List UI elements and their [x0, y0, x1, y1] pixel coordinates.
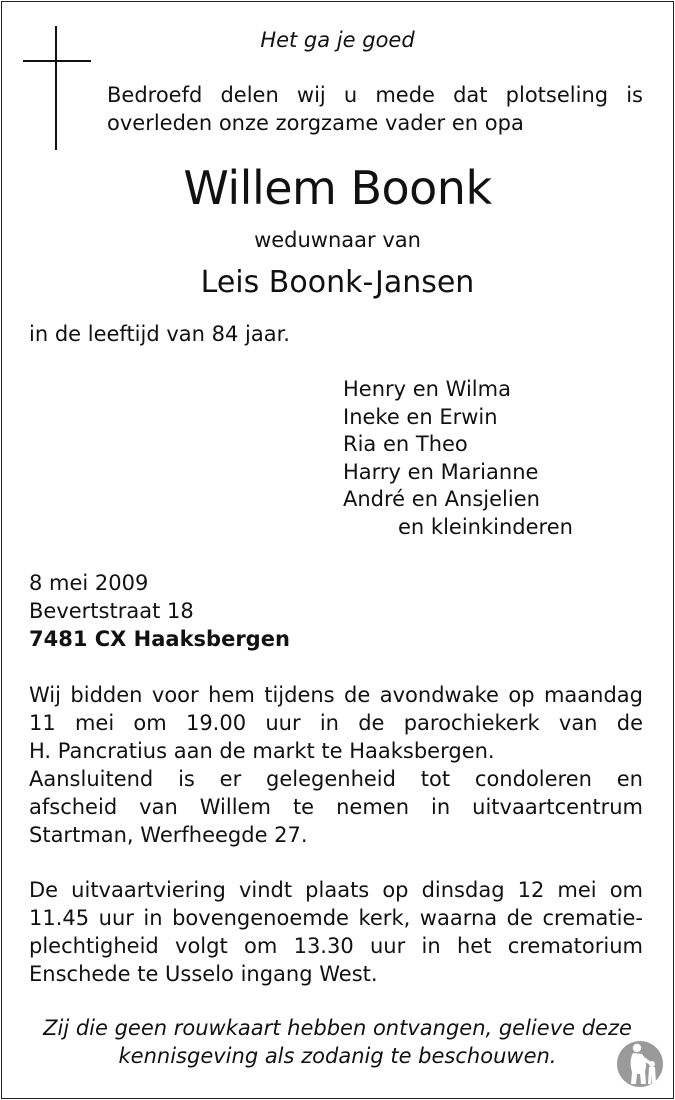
date: 8 mei 2009: [29, 571, 149, 595]
intro-line: overleden onze zorgzame vader en opa: [107, 111, 524, 135]
closing-line: kennisgeving als zodanig te beschouwen.: [118, 1044, 557, 1068]
widower-of-label: weduwnaar van: [254, 228, 421, 252]
paragraph-line: afscheid van Willem te nemen in uitvaartcentrum: [29, 795, 643, 819]
family-member: Harry en Marianne: [343, 459, 539, 484]
memorial-figure-logo-icon: [616, 1038, 664, 1090]
vigil-paragraph: [29, 681, 643, 849]
grandchildren: en kleinkinderen: [398, 514, 573, 539]
memorial-figure-logo-icon-svg: [616, 1038, 664, 1090]
family-member: Ineke en Erwin: [343, 404, 498, 429]
paragraph-line: 11 mei om 19.00 uur in de parochiekerk van de: [29, 711, 643, 735]
paragraph-line: Aansluitend is er gelegenheid tot condoleren en: [29, 767, 643, 791]
paragraph-line: 11.45 uur in bovengenoemde kerk, waarna de crematie-: [29, 906, 643, 930]
paragraph-line: H. Pancratius aan de markt te Haaksbergen.: [29, 739, 495, 763]
age-text: in de leeftijd van 84 jaar.: [29, 322, 290, 346]
deceased-name: Willem Boonk: [183, 161, 492, 215]
paragraph-line: Wij bidden voor hem tijdens de avondwake op maandag: [29, 683, 643, 707]
spouse-name: Leis Boonk-Jansen: [200, 265, 475, 300]
intro-line: Bedroefd delen wij u mede dat plotseling is: [107, 83, 643, 107]
motto: Het ga je goed: [260, 28, 415, 52]
intro-text: [107, 81, 643, 137]
family-member: André en Ansjelien: [343, 487, 540, 512]
cross-icon-bar: [23, 60, 91, 62]
funeral-paragraph: [29, 876, 643, 988]
paragraph-line: Startman, Werfheegde 27.: [29, 823, 308, 847]
street: Bevertstraat 18: [29, 599, 194, 623]
paragraph-line: Enschede te Usselo ingang West.: [29, 962, 378, 986]
family-member: Ria en Theo: [343, 432, 468, 457]
paragraph-line: plechtigheid volgt om 13.30 uur in het crematorium: [29, 934, 643, 958]
postal-city: 7481 CX Haaksbergen: [29, 627, 290, 651]
closing-line: Zij die geen rouwkaart hebben ontvangen, gelieve deze: [43, 1016, 632, 1040]
family-member: Henry en Wilma: [343, 377, 511, 401]
closing-note: [0, 1014, 675, 1070]
paragraph-line: De uitvaartviering vindt plaats op dinsdag 12 mei om: [29, 878, 643, 902]
address-block: [29, 569, 290, 653]
family-list: [343, 376, 573, 542]
